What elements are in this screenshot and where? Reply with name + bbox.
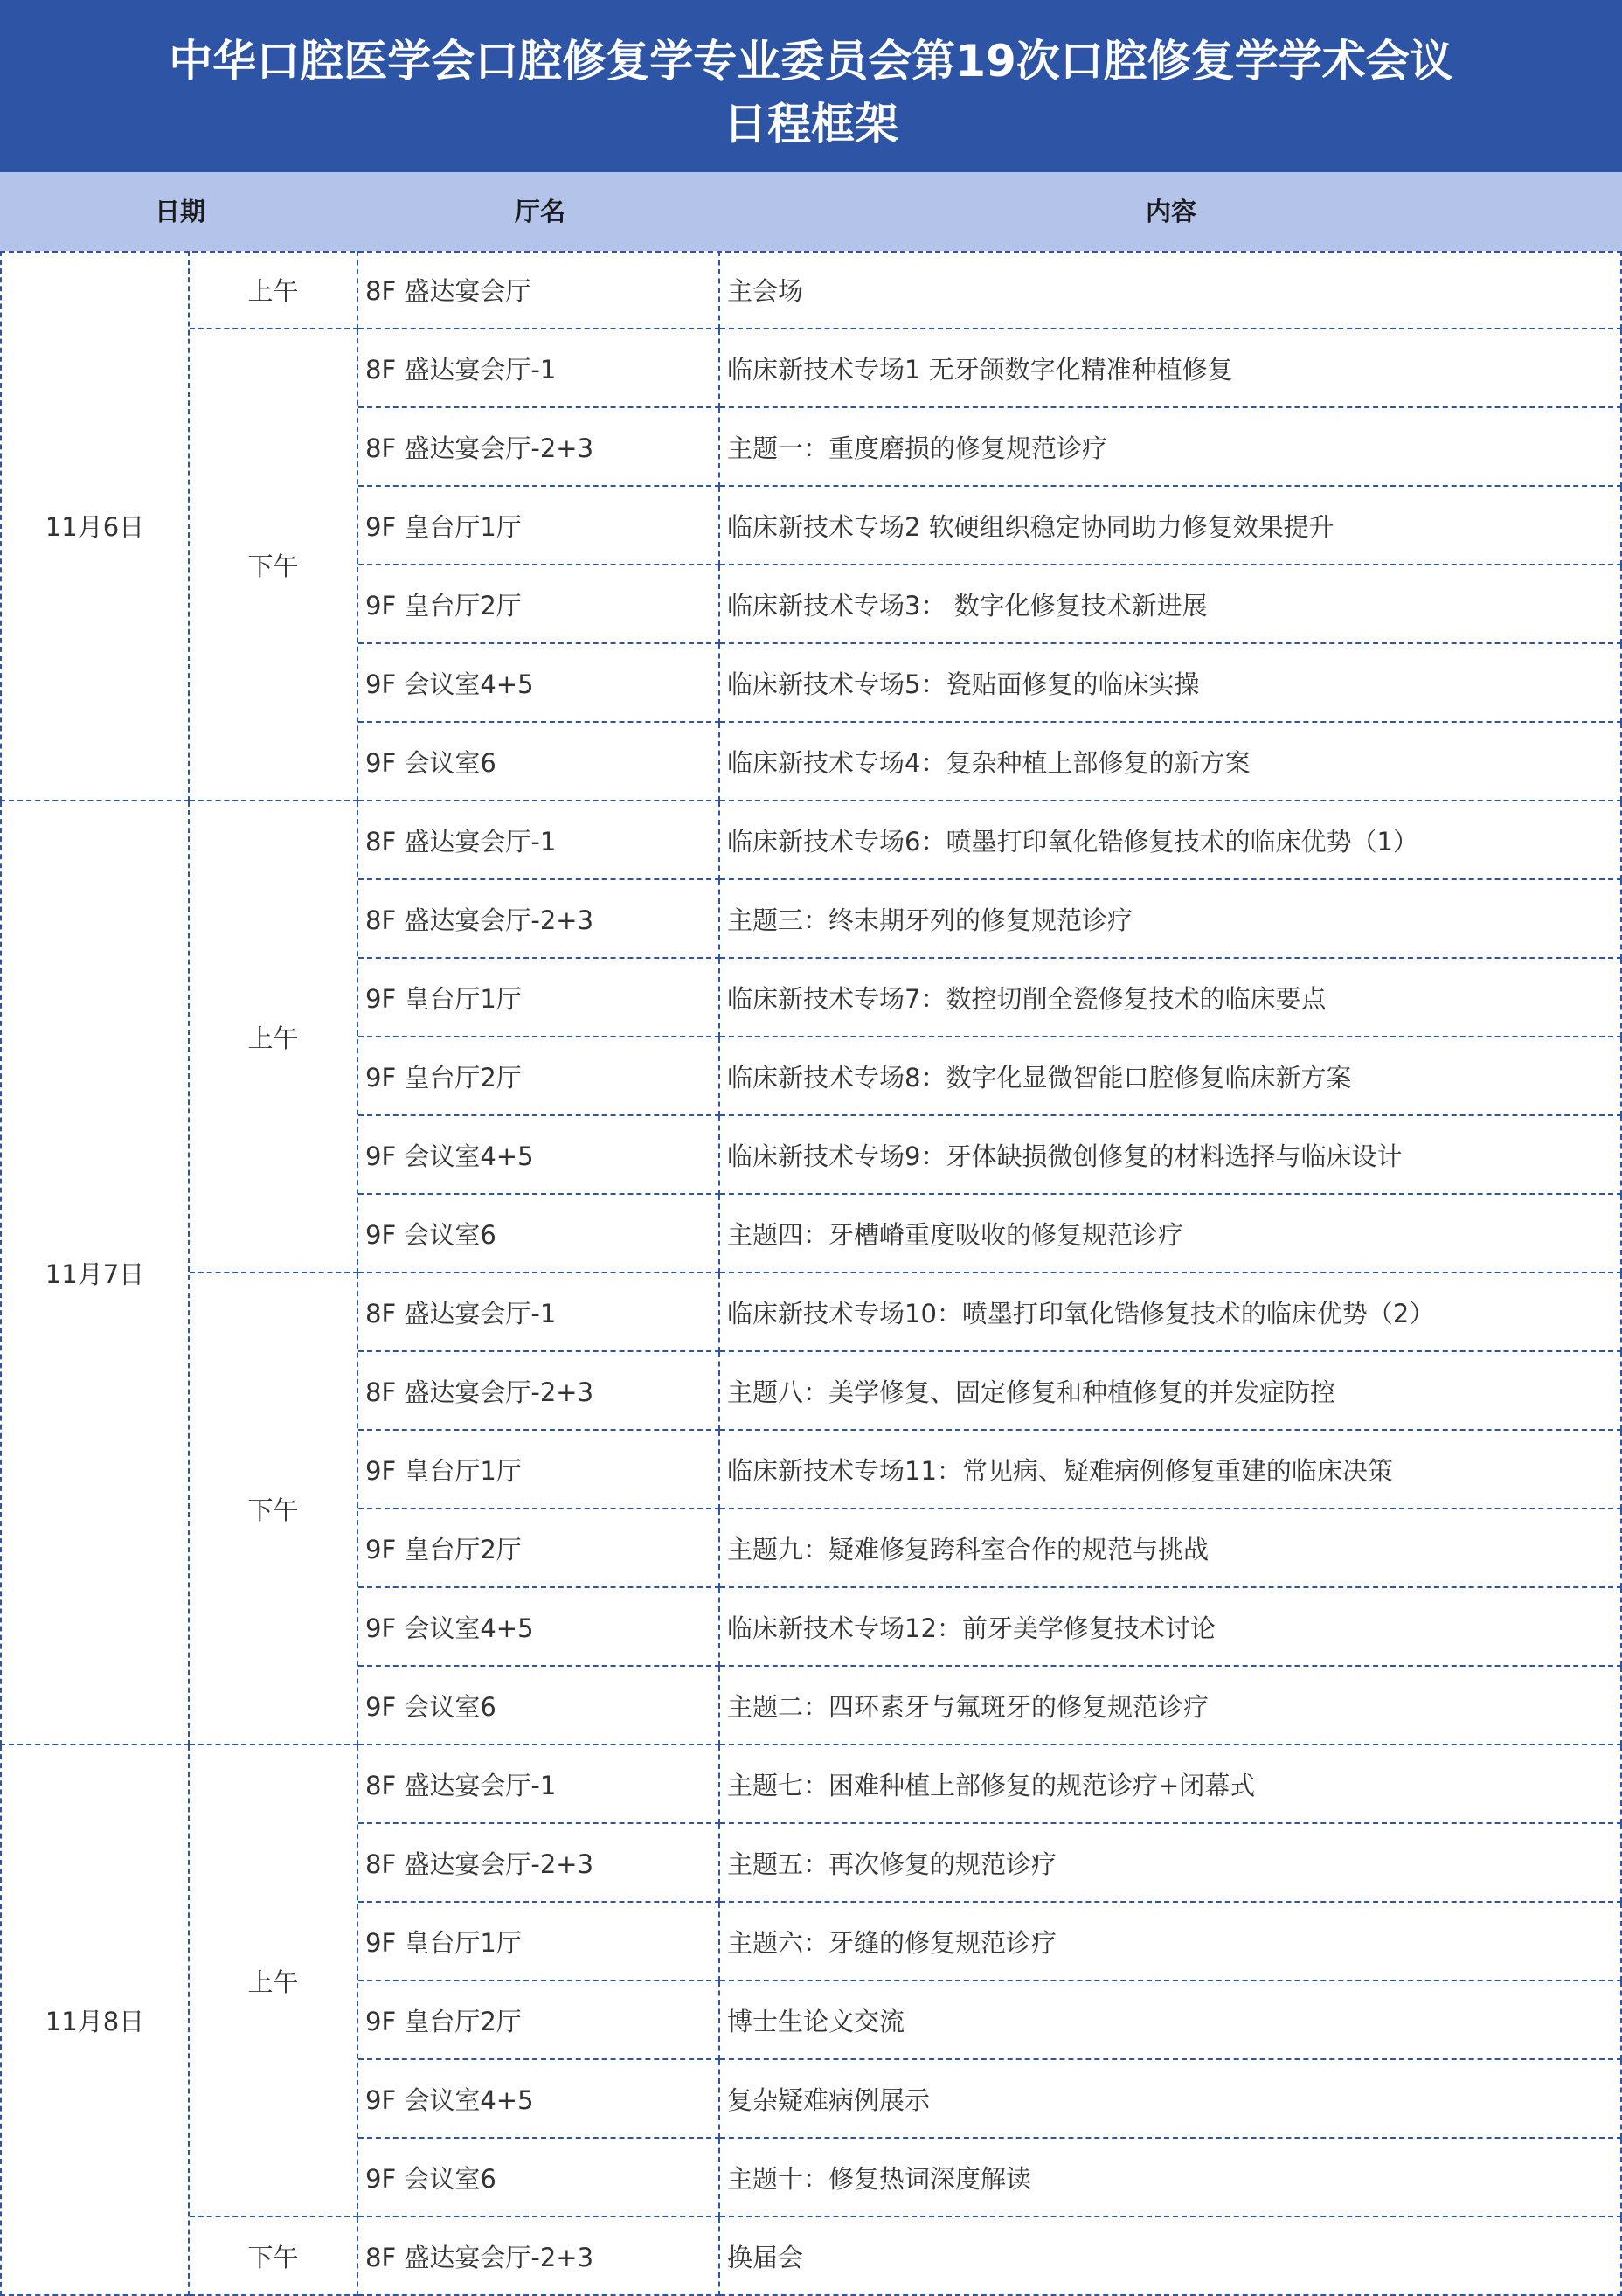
period-cell: 上午 <box>190 1745 358 2217</box>
content-cell: 主题六：牙缝的修复规范诊疗 <box>720 1903 1622 1981</box>
content-cell: 主题二：四环素牙与氟斑牙的修复规范诊疗 <box>720 1667 1622 1745</box>
hall-cell: 9F 皇台厅1厅 <box>358 487 720 565</box>
period-cell: 下午 <box>190 2217 358 2296</box>
page-subtitle: 日程框架 <box>724 99 898 149</box>
hall-cell: 9F 会议室6 <box>358 2139 720 2217</box>
table-header <box>0 172 1622 251</box>
content-cell: 临床新技术专场1 无牙颌数字化精准种植修复 <box>720 329 1622 408</box>
hall-cell: 9F 皇台厅1厅 <box>358 1431 720 1509</box>
hall-cell: 8F 盛达宴会厅-1 <box>358 329 720 408</box>
hall-cell: 8F 盛达宴会厅-2+3 <box>358 408 720 487</box>
content-cell: 主题七：困难种植上部修复的规范诊疗+闭幕式 <box>720 1745 1622 1824</box>
period-cell: 上午 <box>190 251 358 329</box>
content-cell: 复杂疑难病例展示 <box>720 2060 1622 2139</box>
hall-cell: 9F 会议室4+5 <box>358 1116 720 1195</box>
content-cell: 临床新技术专场5：瓷贴面修复的临床实操 <box>720 644 1622 723</box>
content-cell: 临床新技术专场11：常见病、疑难病例修复重建的临床决策 <box>720 1431 1622 1509</box>
content-cell: 主题一：重度磨损的修复规范诊疗 <box>720 408 1622 487</box>
header-content: 内容 <box>1145 197 1196 226</box>
content-cell: 临床新技术专场3： 数字化修复技术新进展 <box>720 565 1622 644</box>
hall-cell: 9F 会议室6 <box>358 1195 720 1273</box>
date-cell: 11月7日 <box>0 801 190 1745</box>
hall-cell: 9F 会议室4+5 <box>358 644 720 723</box>
period-cell: 上午 <box>190 801 358 1273</box>
date-cell: 11月6日 <box>0 251 190 801</box>
schedule-table <box>0 251 1622 2296</box>
hall-cell: 9F 皇台厅2厅 <box>358 1509 720 1588</box>
content-cell: 临床新技术专场12：前牙美学修复技术讨论 <box>720 1588 1622 1667</box>
content-cell: 换届会 <box>720 2217 1622 2296</box>
header-hall: 厅名 <box>514 197 565 226</box>
content-cell: 临床新技术专场9：牙体缺损微创修复的材料选择与临床设计 <box>720 1116 1622 1195</box>
content-cell: 主题九：疑难修复跨科室合作的规范与挑战 <box>720 1509 1622 1588</box>
title-banner <box>0 0 1622 172</box>
content-cell: 临床新技术专场2 软硬组织稳定协同助力修复效果提升 <box>720 487 1622 565</box>
hall-cell: 9F 皇台厅1厅 <box>358 959 720 1037</box>
hall-cell: 8F 盛达宴会厅-2+3 <box>358 1824 720 1903</box>
hall-cell: 8F 盛达宴会厅-2+3 <box>358 2217 720 2296</box>
hall-cell: 9F 会议室4+5 <box>358 1588 720 1667</box>
hall-cell: 8F 盛达宴会厅-2+3 <box>358 1352 720 1431</box>
header-date: 日期 <box>154 197 205 226</box>
content-cell: 临床新技术专场10：喷墨打印氧化锆修复技术的临床优势（2） <box>720 1273 1622 1352</box>
content-cell: 主会场 <box>720 251 1622 329</box>
content-cell: 主题五：再次修复的规范诊疗 <box>720 1824 1622 1903</box>
hall-cell: 9F 会议室6 <box>358 1667 720 1745</box>
period-cell: 下午 <box>190 329 358 801</box>
content-cell: 临床新技术专场4：复杂种植上部修复的新方案 <box>720 723 1622 801</box>
hall-cell: 9F 会议室6 <box>358 723 720 801</box>
content-cell: 临床新技术专场6：喷墨打印氧化锆修复技术的临床优势（1） <box>720 801 1622 880</box>
hall-cell: 9F 皇台厅2厅 <box>358 1037 720 1116</box>
period-cell: 下午 <box>190 1273 358 1745</box>
content-cell: 主题八：美学修复、固定修复和种植修复的并发症防控 <box>720 1352 1622 1431</box>
content-cell: 主题四：牙槽嵴重度吸收的修复规范诊疗 <box>720 1195 1622 1273</box>
content-cell: 主题三：终末期牙列的修复规范诊疗 <box>720 880 1622 959</box>
hall-cell: 9F 会议室4+5 <box>358 2060 720 2139</box>
content-cell: 博士生论文交流 <box>720 1981 1622 2060</box>
hall-cell: 8F 盛达宴会厅 <box>358 251 720 329</box>
hall-cell: 9F 皇台厅1厅 <box>358 1903 720 1981</box>
content-cell: 主题十：修复热词深度解读 <box>720 2139 1622 2217</box>
hall-cell: 8F 盛达宴会厅-1 <box>358 801 720 880</box>
hall-cell: 9F 皇台厅2厅 <box>358 1981 720 2060</box>
page-title: 中华口腔医学会口腔修复学专业委员会第19次口腔修复学学术会议 <box>169 36 1453 87</box>
date-cell: 11月8日 <box>0 1745 190 2296</box>
hall-cell: 8F 盛达宴会厅-1 <box>358 1745 720 1824</box>
hall-cell: 8F 盛达宴会厅-1 <box>358 1273 720 1352</box>
content-cell: 临床新技术专场7：数控切削全瓷修复技术的临床要点 <box>720 959 1622 1037</box>
hall-cell: 9F 皇台厅2厅 <box>358 565 720 644</box>
hall-cell: 8F 盛达宴会厅-2+3 <box>358 880 720 959</box>
content-cell: 临床新技术专场8：数字化显微智能口腔修复临床新方案 <box>720 1037 1622 1116</box>
